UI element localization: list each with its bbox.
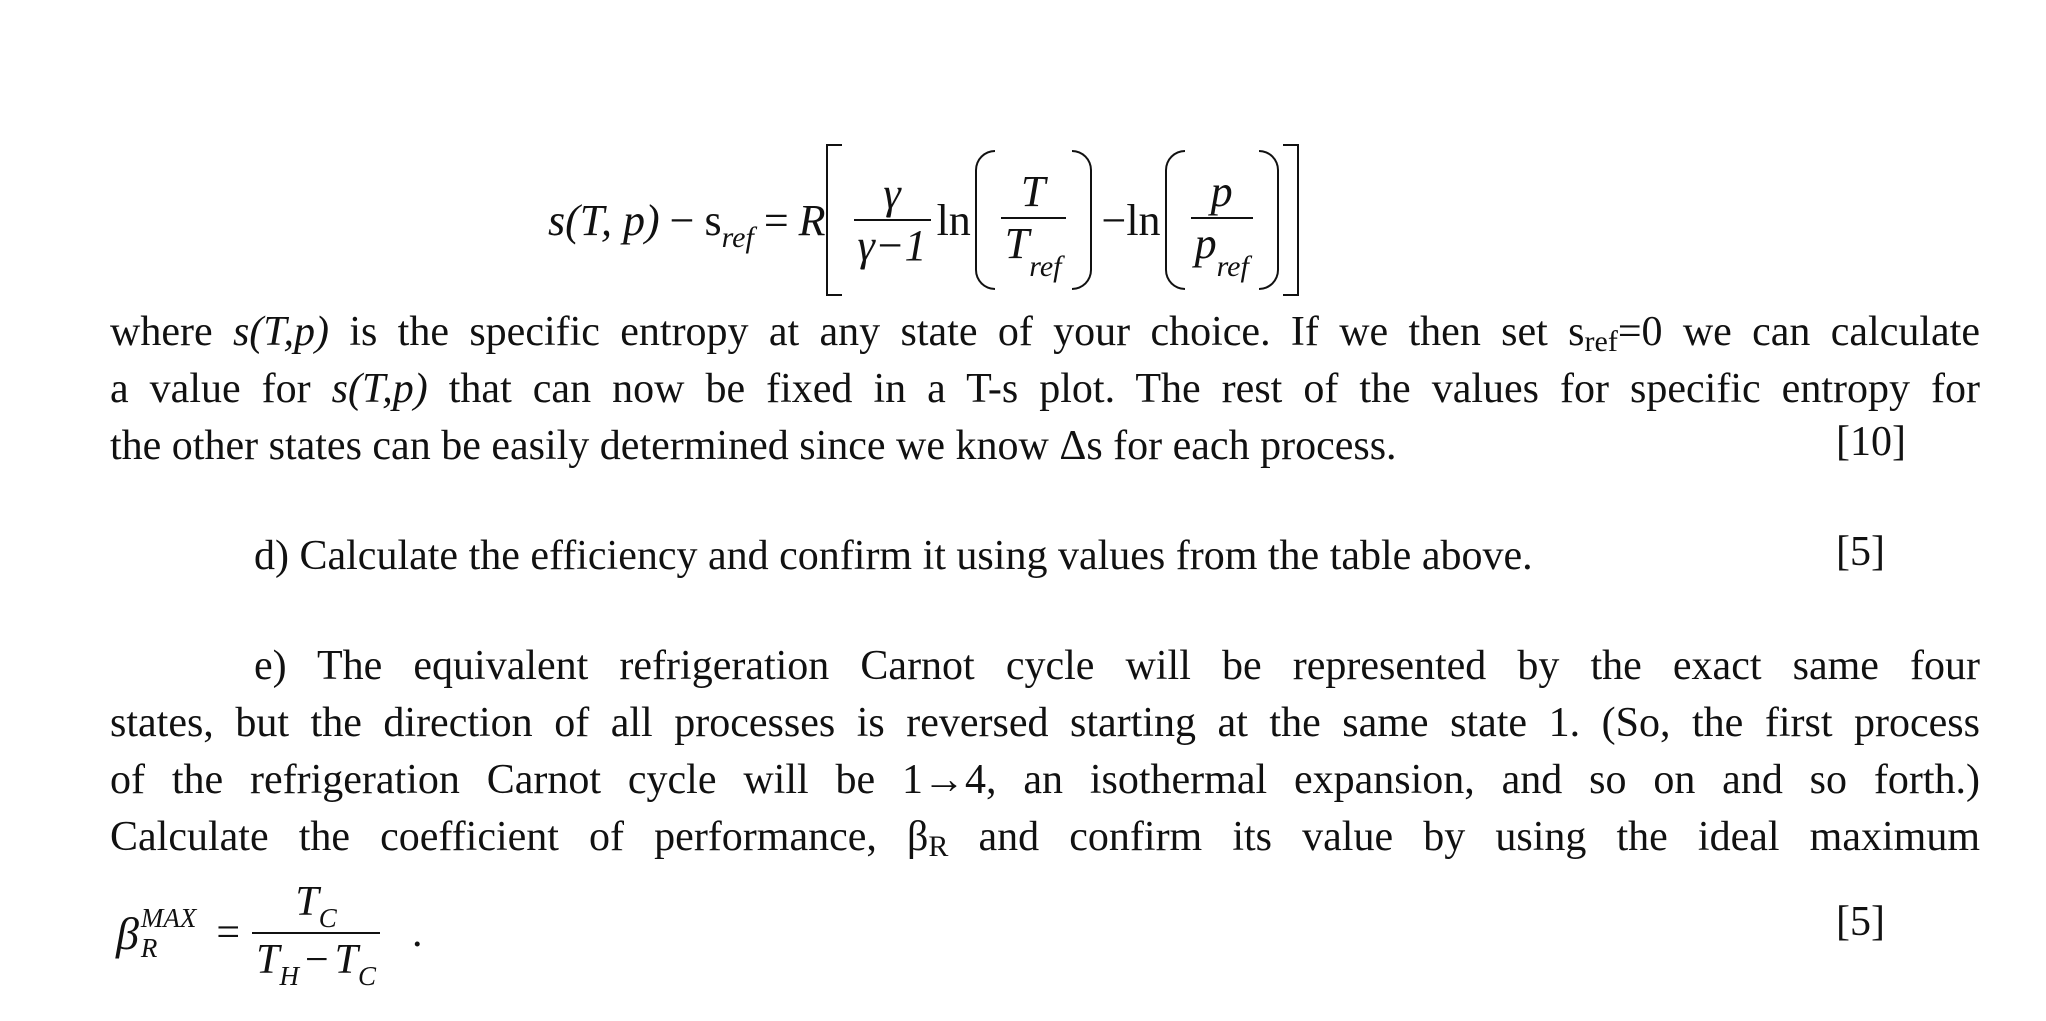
- left-square-bracket: [826, 144, 842, 296]
- paragraph-line: the other states can be easily determined since we know Δs for each process.: [110, 423, 1397, 469]
- part-d-question: d) Calculate the efficiency and confirm it using values from the table above.: [254, 533, 1533, 579]
- paragraph-line: [110, 809, 1980, 866]
- eq-s-function: s(T, p): [548, 195, 660, 245]
- marks-5-d: [5]: [1836, 529, 1885, 575]
- right-square-bracket: [1283, 144, 1299, 296]
- text-run: a value for: [110, 366, 332, 412]
- ref-subscript: ref: [1584, 325, 1618, 358]
- text-run: is the specific entropy at any state of your choice. If we then set s: [329, 309, 1585, 355]
- pressure-fraction: [1191, 166, 1253, 283]
- minus-sign: −: [304, 937, 329, 983]
- c-subscript: C: [358, 961, 377, 991]
- paragraph-line: [110, 361, 1980, 418]
- max-superscript: MAX: [140, 903, 197, 933]
- text-run: and confirm its value by using the ideal maximum: [948, 814, 1980, 860]
- temperature-fraction: [1001, 166, 1066, 283]
- right-paren-2: [1259, 150, 1279, 290]
- left-paren-2: [1165, 150, 1185, 290]
- marks-5-e: [5]: [1836, 899, 1885, 945]
- right-paren-1: [1072, 150, 1092, 290]
- tc-base: T: [334, 937, 358, 983]
- left-paren-1: [975, 150, 995, 290]
- paragraph-line: [110, 304, 1980, 361]
- r-subscript: R: [140, 933, 158, 963]
- gamma-fraction: [854, 169, 931, 271]
- t-numerator: T: [1020, 166, 1046, 216]
- r-subscript: R: [928, 830, 949, 863]
- eq-minus: −: [669, 195, 695, 245]
- s-tp-italic: s(T,p): [232, 309, 329, 355]
- paragraph-line: states, but the direction of all processes is reversed starting at the same state 1. (So, the first process: [110, 700, 1980, 746]
- cop-numerator: [291, 876, 340, 932]
- cop-max-equation: [116, 868, 423, 998]
- eq-minus-2: −: [1101, 195, 1127, 245]
- cop-denominator: [252, 934, 380, 990]
- text-run: =0 we can calculate: [1617, 309, 1980, 355]
- t-ref-subscript: ref: [1029, 249, 1062, 283]
- entropy-paragraph: [110, 304, 1980, 475]
- eq-equals: =: [763, 195, 789, 245]
- ln-1: ln: [936, 195, 971, 245]
- p-ref-subscript: ref: [1216, 249, 1249, 283]
- c-subscript: C: [318, 903, 337, 933]
- beta-sup-sub: [141, 903, 196, 963]
- p-ref-denominator: [1191, 218, 1253, 283]
- p-numerator: p: [1210, 166, 1233, 216]
- eq-R: R: [798, 195, 826, 245]
- s-tp-italic: s(T,p): [331, 366, 428, 412]
- marks-10: [10]: [1836, 419, 1906, 465]
- text-run: Calculate the coefficient of performance, β: [110, 814, 929, 860]
- h-subscript: H: [279, 961, 299, 991]
- t-ref-denominator: [1001, 218, 1066, 283]
- t-ref-base: T: [1004, 218, 1030, 268]
- paragraph-line: e) The equivalent refrigeration Carnot cycle will be represented by the exact same four: [254, 643, 1980, 689]
- gamma-numerator: γ: [883, 169, 901, 218]
- period: .: [412, 910, 423, 956]
- p-ref-base: p: [1194, 218, 1217, 268]
- cop-fraction: [252, 876, 380, 990]
- text-run: where: [110, 309, 233, 355]
- th-base: T: [256, 937, 280, 983]
- tc-base: T: [295, 879, 319, 925]
- gamma-denominator: γ−1: [857, 221, 927, 270]
- beta-symbol: β: [116, 907, 139, 959]
- paragraph-line: of the refrigeration Carnot cycle will be 1→4, an isothermal expansion, and so on and so forth.): [110, 757, 1980, 803]
- part-e-question: [110, 638, 1980, 866]
- eq-s-ref: s: [704, 195, 722, 245]
- eq-ref-subscript: ref: [721, 221, 754, 254]
- entropy-equation: [548, 140, 1299, 300]
- text-run: that can now be fixed in a T-s plot. The rest of the values for specific entropy for: [427, 366, 1980, 412]
- ln-2: ln: [1126, 195, 1161, 245]
- eq2-equals: =: [216, 910, 241, 956]
